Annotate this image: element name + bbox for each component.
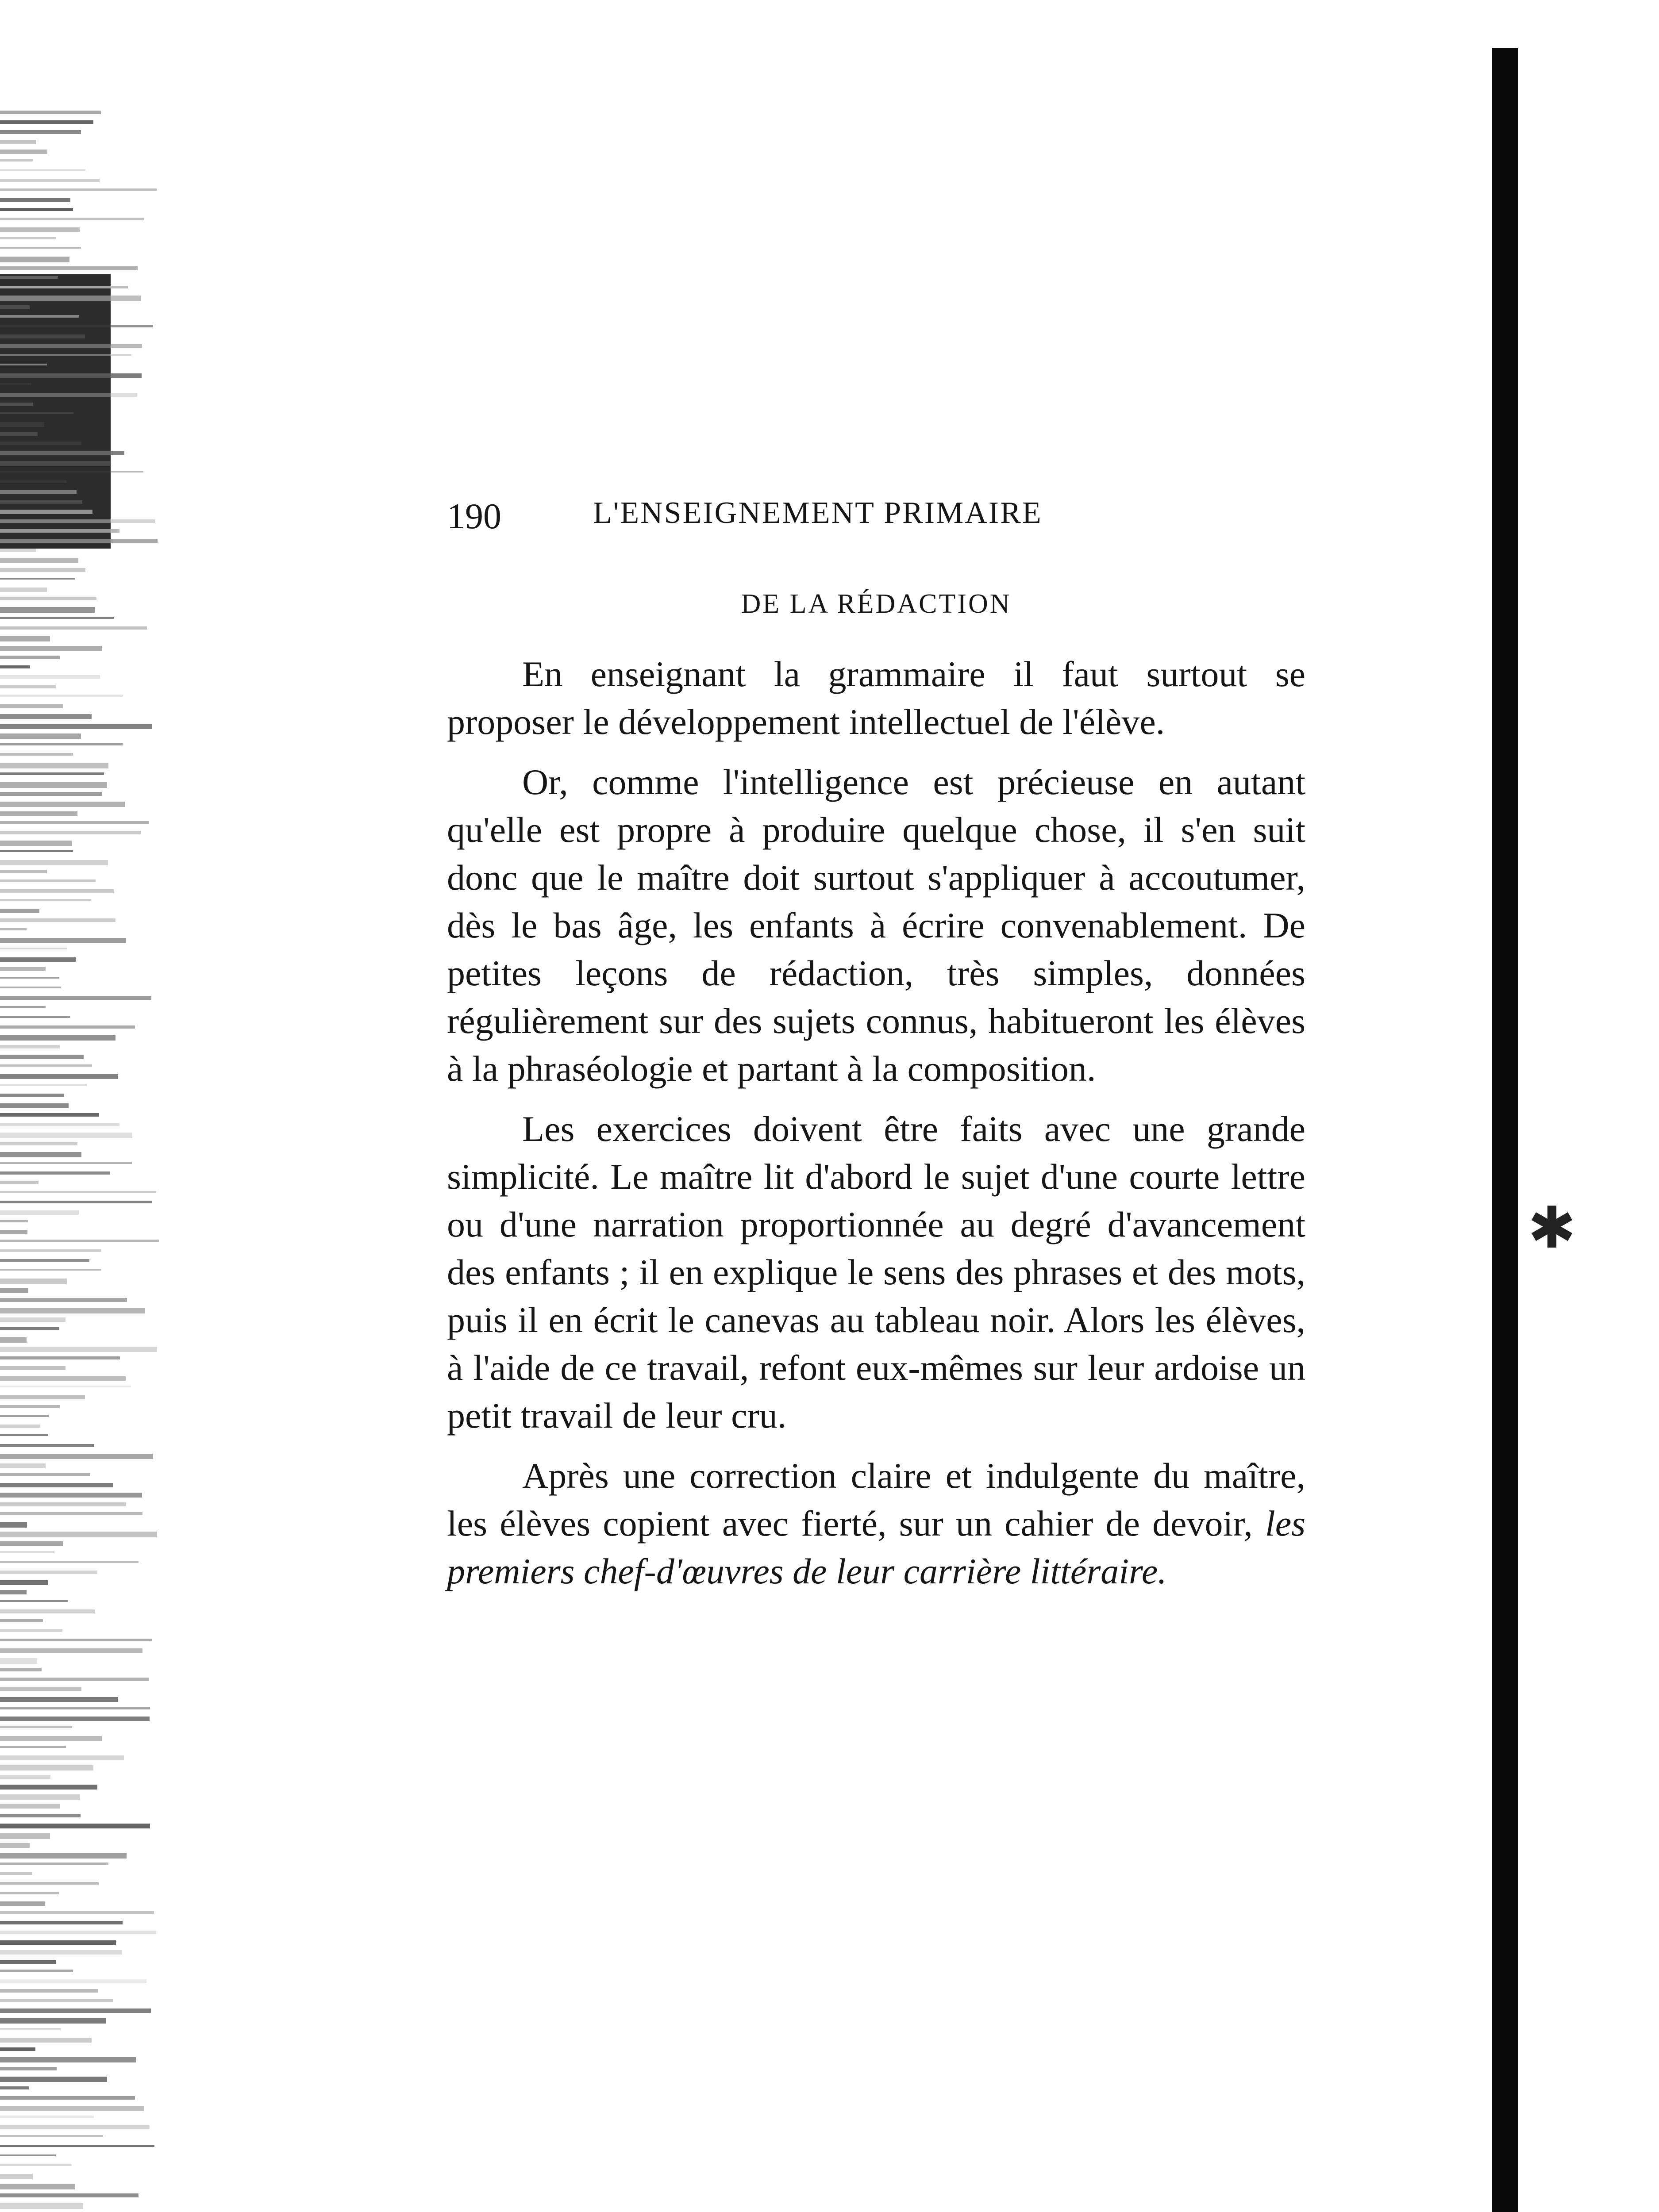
scan-noise-line (0, 364, 47, 365)
scan-noise-line (0, 412, 73, 414)
scan-binding-shadow (1492, 48, 1518, 2212)
scan-noise-line (0, 733, 81, 739)
scan-noise-line (0, 1035, 115, 1041)
scan-noise-line (0, 2028, 61, 2030)
scan-noise-line (0, 266, 138, 270)
scan-noise-line (0, 1726, 72, 1728)
scan-noise-line (0, 1892, 59, 1894)
scan-noise-line (0, 1473, 90, 1476)
scan-noise-line (0, 1493, 142, 1498)
scan-noise-line (0, 1152, 81, 1157)
scan-noise-line (0, 188, 157, 191)
scan-noise-line (0, 568, 85, 572)
scan-noise-line (0, 1259, 89, 1262)
scan-noise-line (0, 334, 85, 338)
scan-noise-line (0, 1639, 152, 1641)
scan-noise-line (0, 1405, 60, 1408)
scan-noise-line (0, 1103, 69, 1108)
scan-noise-line (0, 130, 81, 134)
scan-noise-line (0, 860, 108, 865)
scan-noise-line (0, 1395, 85, 1399)
scan-noise-line (0, 2184, 75, 2189)
scan-noise-line (0, 1824, 150, 1828)
scan-noise-line (0, 714, 92, 719)
scan-noise-line (0, 1561, 139, 1563)
scan-noise-line (0, 227, 80, 232)
paragraph: Or, comme l'intelligence est précieuse en autant qu'elle est propre à produire quelque chose, il s'en suit donc que le maître doit surtout s'appliquer à accoutumer, dès le bas âge, les enfants à écrire convenablement. De petites leçons de rédaction, très simples, données régulièrement sur des sujets connus, habitueront les élèves à la phraséologie et partant à la composition. (447, 762, 1305, 1089)
scan-noise-line (0, 685, 56, 688)
scan-noise-line (0, 461, 111, 466)
scan-noise-line (0, 957, 76, 962)
scan-noise-line (0, 1113, 99, 1117)
scan-noise-line (0, 1142, 77, 1145)
scan-noise-line (0, 1551, 54, 1553)
scan-noise-line (0, 510, 92, 514)
scan-noise-line (0, 159, 33, 161)
scan-noise-line (0, 704, 63, 708)
scan-noise-line (0, 315, 79, 318)
scan-noise-line (0, 889, 114, 893)
scan-noise-line (0, 782, 107, 788)
scan-noise-line (0, 636, 50, 641)
scan-noise-line (0, 1133, 132, 1138)
scan-noise-line (0, 1940, 116, 1945)
scan-noise-line (0, 597, 96, 600)
scan-noise-line (0, 879, 96, 882)
scan-noise-line (0, 928, 27, 930)
scan-noise-line (0, 1201, 152, 1203)
scan-noise-line (0, 743, 123, 745)
scan-noise-line (0, 1454, 153, 1459)
paragraph-italic-text: les premiers chef-d'œuvres de leur carrière littéraire. (447, 1503, 1305, 1591)
scan-noise-line (0, 2164, 72, 2166)
scan-noise-line (0, 588, 47, 592)
section-title: DE LA RÉDACTION (741, 589, 1012, 619)
scan-noise-line (0, 2125, 150, 2129)
scan-noise-line (0, 2096, 135, 2100)
scan-noise-line (0, 909, 39, 913)
scan-noise-line (0, 1308, 145, 1313)
scan-noise-line (0, 1619, 43, 1622)
paragraph-text: Après une correction claire et indulgente du maître, les élèves copient avec fierté, sur un cahier de devoir, (447, 1455, 1305, 1544)
scan-noise-line (0, 169, 85, 171)
scan-noise-line (0, 1016, 70, 1018)
scan-noise-line (0, 1853, 127, 1859)
scan-noise-line (0, 1668, 42, 1671)
scan-noise-line (0, 646, 102, 651)
scan-noise-line (0, 987, 61, 988)
scan-noise-line (0, 792, 102, 796)
scan-noise-line (0, 1045, 60, 1048)
scan-noise-line (0, 1074, 118, 1079)
scan-noise-line (0, 1901, 45, 1906)
scan-noise-line (0, 626, 147, 630)
scan-noise-line (0, 2193, 139, 2197)
scan-edge-artifact (0, 0, 168, 2212)
scan-noise-line (0, 393, 137, 397)
scan-noise-line (0, 821, 149, 824)
scan-noise-line (0, 208, 73, 211)
scan-noise-line (0, 1979, 146, 1983)
scan-noise-line (0, 480, 67, 483)
scan-noise-line (0, 247, 81, 249)
scan-noise-line (0, 471, 143, 472)
running-head (447, 495, 1305, 549)
scan-noise-line (0, 607, 95, 613)
scan-noise-line (0, 811, 77, 816)
scan-noise-line (0, 422, 44, 427)
scan-noise-line (0, 753, 73, 756)
scan-noise-line (0, 1317, 65, 1322)
scan-noise-line (0, 1337, 27, 1343)
scan-noise-line (0, 899, 91, 901)
scan-noise-line (0, 1931, 156, 1934)
scan-noise-line (0, 1502, 126, 1506)
scan-noise-line (0, 1162, 132, 1164)
scan-noise-line (0, 1571, 97, 1574)
scan-noise-line (0, 1220, 28, 1222)
scan-noise-line (0, 1746, 66, 1748)
scan-noise-line (0, 1055, 84, 1059)
scan-noise-line (0, 529, 119, 533)
scan-noise-line (0, 1629, 62, 1632)
scan-noise-line (0, 1240, 159, 1242)
scan-noise-line (0, 1863, 108, 1865)
scan-noise-line (0, 1356, 120, 1359)
scan-noise-line (0, 354, 131, 356)
scan-noise-line (0, 1678, 149, 1681)
scan-noise-line (0, 442, 81, 445)
scan-noise-line (0, 1765, 93, 1770)
scan-noise-line (0, 675, 100, 679)
scan-noise-line (0, 1755, 124, 1760)
scan-noise-line (0, 1463, 46, 1468)
scan-noise-line (0, 179, 100, 182)
scan-noise-line (0, 1785, 97, 1790)
scan-noise-line (0, 724, 152, 729)
scan-noise-line (0, 403, 33, 406)
scan-noise-line (0, 938, 126, 943)
scan-noise-line (0, 2135, 103, 2137)
scan-noise-line (0, 558, 78, 563)
scan-noise-line (0, 2174, 33, 2179)
scan-noise-line (0, 2067, 57, 2070)
scan-noise-line (0, 870, 47, 873)
scan-noise-line (0, 2057, 136, 2062)
scan-noise-line (0, 656, 60, 659)
ink-blot: ✱ (1528, 1194, 1576, 1261)
scan-noise-line (0, 1181, 38, 1184)
scan-noise-line (0, 276, 58, 279)
scan-noise-line (0, 2086, 29, 2089)
scan-noise-line (0, 451, 124, 455)
scan-noise-line (0, 1970, 73, 1972)
scan-noise-line (0, 1279, 67, 1284)
scan-noise-line (0, 1123, 119, 1126)
scan-noise-line (0, 841, 72, 846)
scan-noise-line (0, 120, 93, 124)
page-number: 190 (447, 496, 501, 536)
scan-noise-line (0, 1425, 40, 1428)
scan-noise-line (0, 1921, 123, 1924)
scan-noise-line (0, 1541, 63, 1546)
scan-noise-line (0, 1697, 118, 1702)
scan-noise-line (0, 1590, 27, 1594)
scan-noise-line (0, 237, 56, 239)
scan-noise-line (0, 1006, 46, 1008)
scan-noise-line (0, 1094, 64, 1097)
scan-noise-line (0, 772, 104, 775)
scan-noise-line (0, 918, 115, 922)
scan-noise-line (0, 2077, 107, 2082)
scan-noise-line (0, 1843, 30, 1848)
scan-noise-line (0, 2116, 94, 2118)
scan-noise-line (0, 1814, 81, 1817)
scan-noise-line (0, 344, 142, 348)
scan-noise-line (0, 2106, 144, 2111)
scan-noise-line (0, 2018, 106, 2024)
scan-noise-line (0, 617, 114, 619)
scan-noise-line (0, 257, 69, 262)
page-text-block (447, 495, 1305, 1608)
scan-noise-line (0, 1950, 122, 1955)
scan-noise-line (0, 1366, 65, 1370)
scan-noise-line (0, 2038, 92, 2043)
scan-noise-line (0, 1444, 94, 1447)
scan-noise-line (0, 1269, 101, 1271)
scan-noise-line (0, 1794, 80, 1800)
scan-noise-line (0, 519, 155, 523)
scan-noise-line (0, 1191, 156, 1193)
scan-noise-line (0, 1210, 79, 1215)
scan-noise-line (0, 1609, 95, 1613)
scan-noise-line (0, 1347, 157, 1352)
scan-noise-line (0, 665, 30, 668)
scan-noise-line (0, 1648, 142, 1653)
scan-noise-line (0, 1580, 48, 1585)
scan-noise-line (0, 549, 36, 552)
scan-noise-line (0, 1171, 110, 1175)
scan-noise-line (0, 373, 142, 378)
scan-noise-line (0, 1025, 135, 1029)
scan-noise-line (0, 150, 47, 154)
scan-noise-line (0, 500, 82, 504)
scan-noise-line (0, 996, 151, 1000)
scan-noise-line (0, 763, 108, 768)
scan-noise-line (0, 1687, 81, 1691)
scan-noise-line (0, 539, 158, 543)
scan-noise-line (0, 1064, 92, 1067)
scan-noise-line (0, 1999, 113, 2002)
scan-noise-line (0, 1512, 142, 1515)
scan-noise-line (0, 2203, 83, 2209)
scan-noise-line (0, 1600, 68, 1602)
scan-noise-line (0, 2008, 151, 2013)
scan-noise-line (0, 1717, 150, 1721)
scan-noise-line (0, 977, 59, 979)
scan-noise-line (0, 1298, 127, 1302)
scan-noise-line (0, 1658, 37, 1664)
scan-noise-line (0, 802, 125, 807)
scan-noise-line (0, 850, 73, 852)
scan-noise-line (0, 218, 144, 220)
scan-noise-line (0, 1386, 131, 1387)
scan-noise-line (0, 1736, 102, 1741)
scan-noise-line (0, 490, 77, 494)
paragraph: Les exercices doivent être faits avec une grande simplicité. Le maître lit d'abord le sujet d'une courte lettre ou d'une narration proportionnée au degré d'avancement des enfants ; il en explique le sens des phrases et des mots, puis il en écrit le canevas au tableau noir. Alors les élèves, à l'aide de ce travail, refont eux-mêmes sur leur ardoise un petit travail de leur cru. (447, 1109, 1305, 1436)
scan-noise-line (0, 1230, 27, 1234)
scan-noise-line (0, 1911, 154, 1914)
scan-noise-line (0, 432, 38, 436)
scan-noise-line (0, 1084, 87, 1086)
scan-noise-line (0, 1249, 101, 1252)
paragraph (447, 1452, 1305, 1595)
scan-noise-line (0, 325, 153, 327)
scan-noise-line (0, 1483, 113, 1487)
scan-noise-line (0, 1434, 48, 1436)
scan-noise-line (0, 967, 46, 971)
scan-noise-line (0, 1522, 27, 1528)
scan-noise-line (0, 1415, 49, 1417)
scan-noise-line (0, 1872, 32, 1875)
scan-noise-line (0, 286, 128, 288)
scan-noise-line (0, 1833, 50, 1839)
scan-noise-line (0, 1376, 126, 1381)
scan-noise-line (0, 1960, 56, 1964)
scan-noise-line (0, 948, 67, 949)
scan-noise-line (0, 1989, 98, 1993)
scan-noise-line (0, 140, 36, 144)
running-head-title: L'ENSEIGNEMENT PRIMAIRE (593, 496, 1043, 530)
scan-noise-line (0, 831, 141, 834)
scan-noise-line (0, 1532, 157, 1537)
scan-noise-line (0, 383, 31, 385)
scan-noise-line (0, 1775, 50, 1779)
scan-noise-line (0, 111, 101, 114)
scan-noise-line (0, 2145, 154, 2147)
scan-noise-line (0, 1288, 28, 1293)
scan-noise-line (0, 695, 123, 697)
scan-noise-line (0, 1707, 150, 1709)
scan-noise-line (0, 2154, 56, 2156)
scan-noise-line (0, 296, 141, 301)
paragraph: En enseignant la grammaire il faut surtout se proposer le développement intellectuel de l'élève. (447, 654, 1305, 742)
scan-noise-line (0, 1882, 99, 1885)
scan-noise-line (0, 1804, 60, 1809)
scan-noise-line (0, 305, 30, 309)
scan-noise-line (0, 578, 75, 580)
scan-noise-line (0, 1327, 59, 1330)
scan-noise-line (0, 198, 70, 202)
scan-noise-line (0, 2047, 35, 2051)
